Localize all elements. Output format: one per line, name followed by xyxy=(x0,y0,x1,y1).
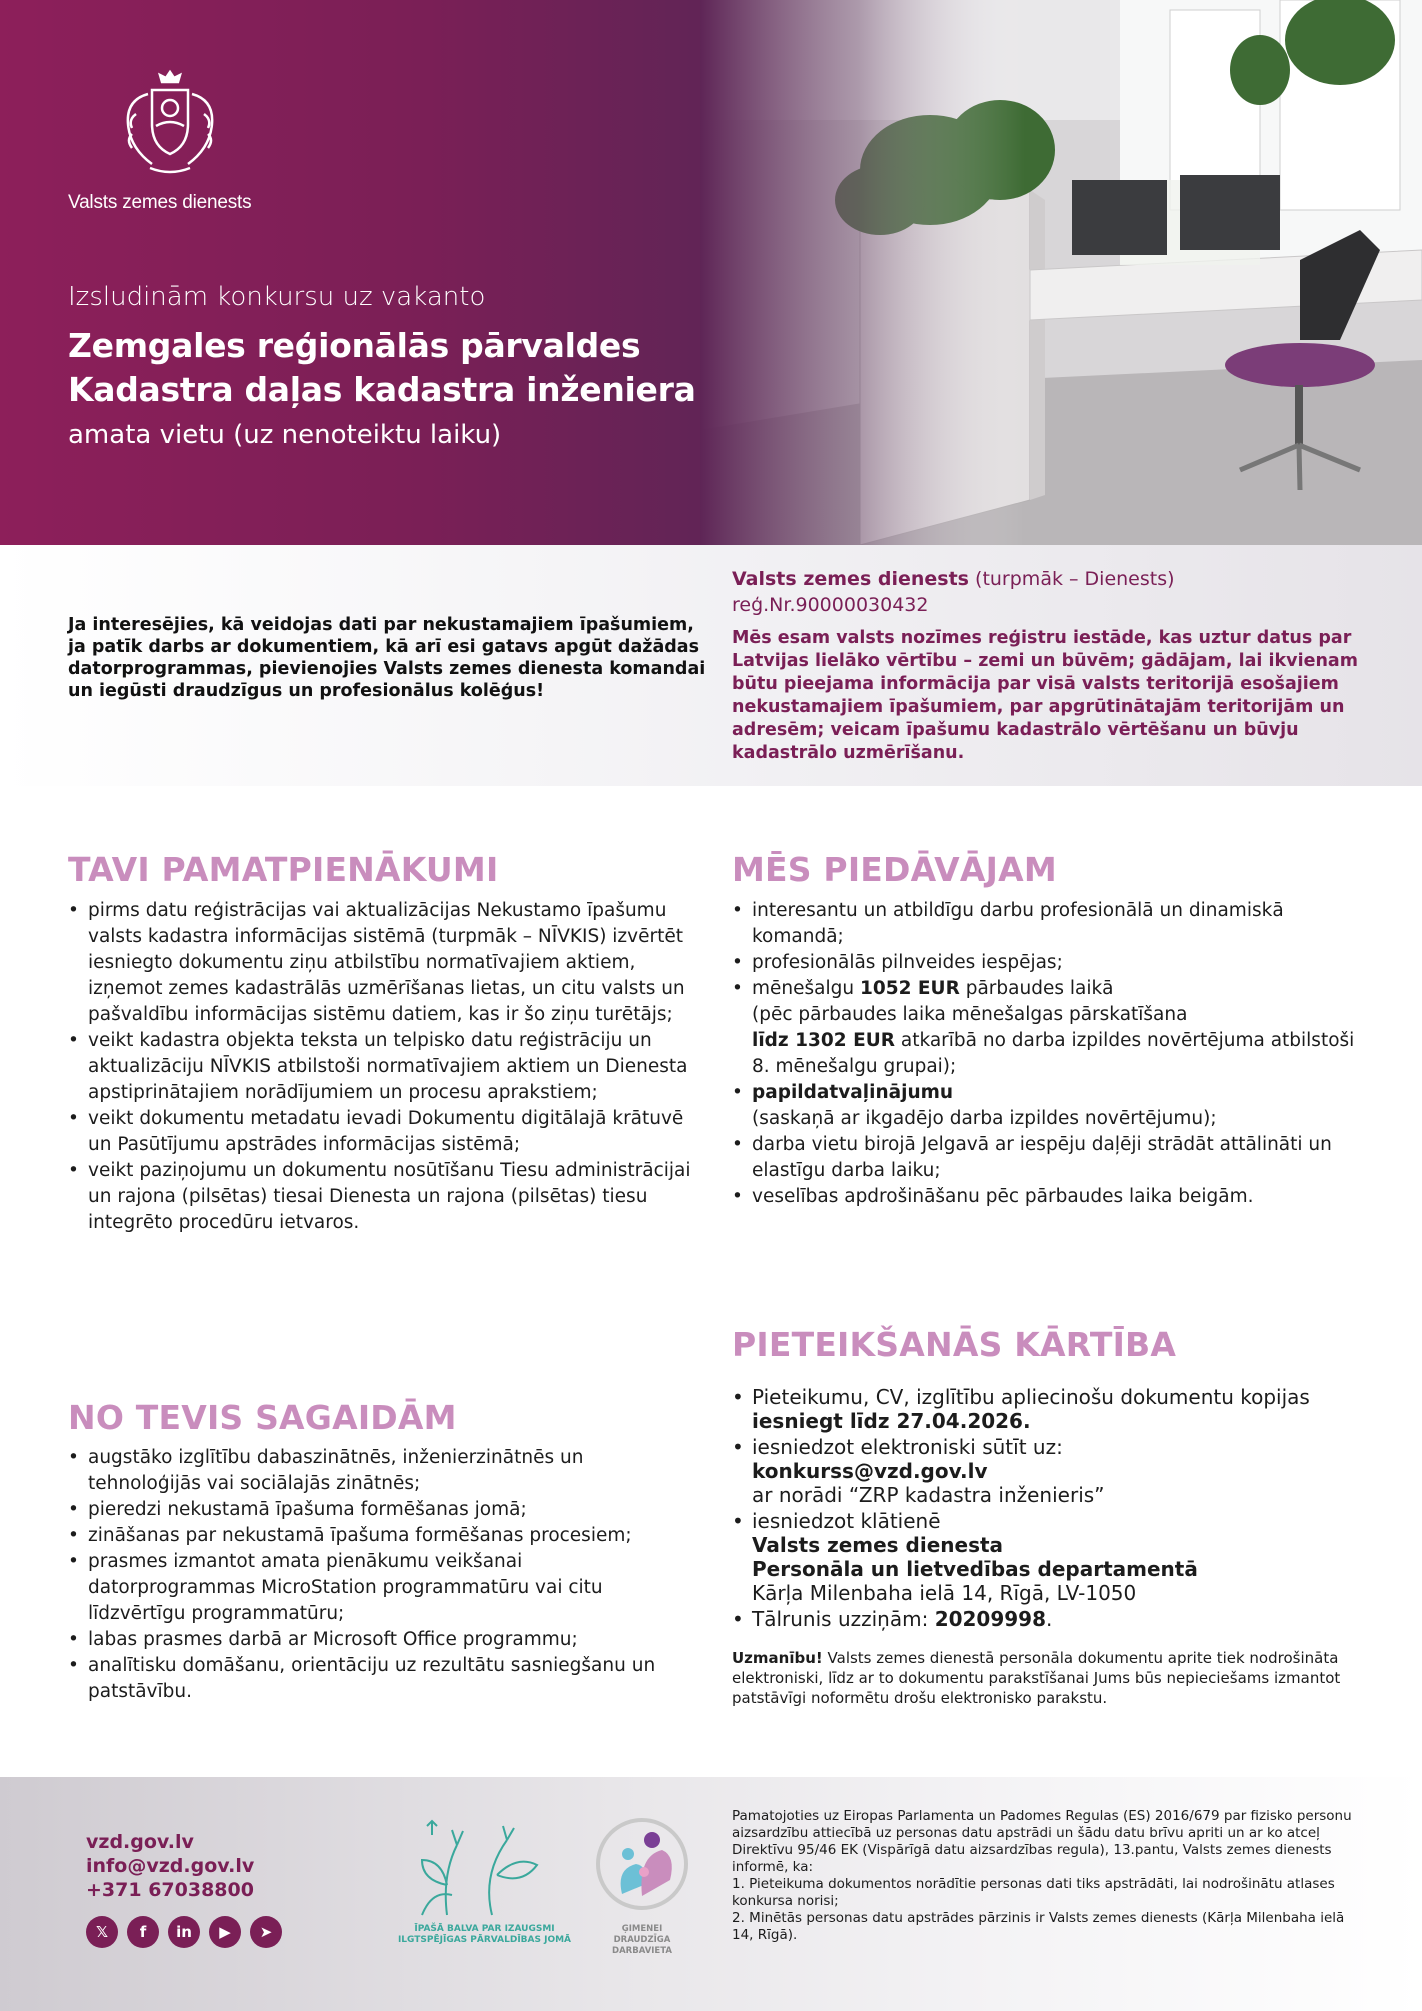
documents-label: Pieteikumu, CV, izglītību apliecinošu dokumentu kopijas xyxy=(752,1385,1310,1409)
list-item: • veikt paziņojumu un dokumentu nosūtīšanu Tiesu administrācijai un rajona (pilsētas) tiesai Dienesta un rajona (pilsētas) tiesu integrēto procedūru ietvaros. xyxy=(68,1158,708,1236)
email-label: iesniedzot elektroniski sūtīt uz: xyxy=(752,1435,1063,1459)
list-item-email xyxy=(732,1435,1372,1507)
list-item: • pieredzi nekustamā īpašuma formēšanas jomā; xyxy=(68,1497,688,1523)
intro-text: Ja interesējies, kā veidojas dati par nekustamajiem īpašumiem, ja patīk darbs ar dokumentiem, kā arī esi gatavs apgūt dažādas datorprogrammas, pievienojies Valsts zemes dienesta komandai un iegūsti draudzīgus un profesionālus kolēģus! xyxy=(68,615,706,701)
salary-period: pārbaudes laikā xyxy=(965,978,1114,999)
list-item-phone: • Tālrunis uzziņām: 20209998. xyxy=(732,1607,1372,1631)
notice-text: Valsts zemes dienestā personāla dokumentu aprite tiek nodrošināta elektroniski, līdz ar to dokumentu parakstīšanai Jums būs nepieciešams izmantot patstāvīgi noformētu drošu elektronisko parakstu. xyxy=(732,1649,1341,1707)
salary-label: mēnešalgu xyxy=(752,978,855,999)
requirements-title: NO TEVIS SAGAIDĀM xyxy=(68,1398,457,1437)
responsibilities-title: TAVI PAMATPIENĀKUMI xyxy=(68,850,499,889)
gdpr-item: 1. Pieteikuma dokumentos norādītie personas dati tiks apstrādāti, lai nodrošinātu atlases konkursa norisi; xyxy=(732,1876,1335,1909)
family-friendly-workplace-icon xyxy=(592,1814,692,1914)
facebook-icon[interactable]: f xyxy=(127,1916,159,1948)
office-photo xyxy=(700,0,1422,545)
list-item: • veikt dokumentu metadatu ievadi Dokumentu digitālajā krātuvē un Pasūtījumu apstrādes informācijas sistēmā; xyxy=(68,1106,708,1158)
org-heading xyxy=(732,568,1175,590)
job-title-line2: Kadastra daļas kadastra inženiera xyxy=(68,370,696,409)
list-item: • prasmes izmantot amata pienākumu veikšanai datorprogrammas MicroStation programmatūru vai citu līdzvērtīgu programmatūru; xyxy=(68,1549,688,1627)
leave-label: papildatvaļinājumu xyxy=(752,1082,954,1103)
list-item: • profesionālās pilnveides iespējas; xyxy=(732,950,1372,976)
list-item-deadline xyxy=(732,1385,1372,1433)
award1-caption: ĪPAŠĀ BALVA PAR IZAUGSMI ILGTSPĒJĪGAS PĀRVALDĪBAS JOMĀ xyxy=(397,1924,572,1945)
list-item: • veselības apdrošināšanu pēc pārbaudes laika beigām. xyxy=(732,1184,1372,1210)
phone-number: 20209998 xyxy=(934,1607,1047,1631)
e-signature-notice xyxy=(732,1648,1372,1708)
list-item: • labas prasmes darbā ar Microsoft Office programmu; xyxy=(68,1627,688,1653)
job-title-line1: Zemgales reģionālās pārvaldes xyxy=(68,326,641,365)
list-item: • pirms datu reģistrācijas vai aktualizācijas Nekustamo īpašumu valsts kadastra informācijas sistēmā (turpmāk – NĪVKIS) izvērtēt iesniegto dokumentu ziņu atbilstību normatīvajiem aktiem, izņemot zemes kadastrālās uzmērīšanas lietas, un citu valsts un pašvaldību informācijas sistēmu datiem, kas ir šo ziņu turētājs; xyxy=(68,898,708,1028)
list-item: • veikt kadastra objekta teksta un telpisko datu reģistrāciju un aktualizāciju NĪVKIS atbilstoši normatīvajiem aktiem un Dienesta apstiprinātajiem norādījumiem un procesu aprakstiem; xyxy=(68,1028,708,1106)
offer-title: MĒS PIEDĀVĀJAM xyxy=(732,850,1057,889)
linkedin-icon[interactable]: in xyxy=(168,1916,200,1948)
job-subtitle: amata vietu (uz nenoteiktu laiku) xyxy=(68,420,502,450)
x-twitter-icon[interactable]: 𝕏 xyxy=(86,1916,118,1948)
gdpr-item: 2. Minētās personas datu apstrādes pārzinis ir Valsts zemes dienests (Kārļa Milenbaha ielā 14, Rīgā). xyxy=(732,1910,1345,1943)
email-link[interactable]: info@vzd.gov.lv xyxy=(86,1855,255,1877)
org-description: Mēs esam valsts nozīmes reģistru iestāde, kas uztur datus par Latvijas lielāko vērtību – zemi un būvēm; gādājam, lai ikvienam būtu pieejama informācija par visā valsts teritorijā esošajiem nekustamajiem īpašumiem, par apgrūtinātajām teritorijām un adresēm; veicam īpašumu kadastrālo vērtēšanu un būvju kadastrālo uzmērīšanu. xyxy=(732,628,1358,763)
salary-max: līdz 1302 EUR xyxy=(752,1030,895,1051)
list-item: • augstāko izglītību dabaszinātnēs, inženierzinātnēs un tehnoloģijās vai sociālajās zinātnēs; xyxy=(68,1445,688,1497)
org-name: Valsts zemes dienests xyxy=(68,192,252,213)
navigation-icon[interactable]: ➤ xyxy=(250,1916,282,1948)
offer-list xyxy=(732,898,1372,1210)
list-item: • darba vietu birojā Jelgavā ar iespēju daļēji strādāt attālināti un elastīgu darba laiku; xyxy=(732,1132,1372,1184)
award2-caption: ĢIMENEI DRAUDZĪGA DARBAVIETA xyxy=(612,1924,672,1956)
hero-banner xyxy=(0,0,1422,545)
salary-review-detail: atkarībā no darba izpildes novērtējuma atbilstoši 8. mēnešalgu grupai); xyxy=(752,1030,1355,1077)
gdpr-notice xyxy=(732,1808,1352,1944)
application-list xyxy=(732,1385,1372,1633)
youtube-icon[interactable]: ▶ xyxy=(209,1916,241,1948)
sustainability-award-icon xyxy=(392,1815,572,1940)
list-item: • interesantu un atbildīgu darbu profesionālā un dinamiskā komandā; xyxy=(732,898,1372,950)
hero-intro: Izsludinām konkursu uz vakanto xyxy=(68,282,486,312)
org-registration: reģ.Nr.90000030432 xyxy=(732,594,929,616)
in-person-address: Kārļa Milenbaha ielā 14, Rīgā, LV-1050 xyxy=(752,1581,1137,1605)
requirements-list xyxy=(68,1445,688,1705)
notice-label: Uzmanību! xyxy=(732,1649,823,1667)
org-heading-suffix: (turpmāk – Dienests) xyxy=(975,568,1175,590)
salary-review-note: (pēc pārbaudes laika mēnešalgas pārskatīšana xyxy=(752,1004,1188,1025)
org-heading-name: Valsts zemes dienests xyxy=(732,568,969,590)
in-person-org: Valsts zemes dienesta xyxy=(752,1533,1004,1557)
list-item-salary xyxy=(732,976,1372,1080)
coat-of-arms-logo xyxy=(110,64,230,194)
responsibilities-list xyxy=(68,898,708,1236)
list-item-leave xyxy=(732,1080,1372,1132)
deadline: iesniegt līdz 27.04.2026. xyxy=(752,1409,1031,1433)
website-link[interactable]: vzd.gov.lv xyxy=(86,1831,194,1853)
in-person-dept: Personāla un lietvedības departamentā xyxy=(752,1557,1198,1581)
application-email-link[interactable]: konkurss@vzd.gov.lv xyxy=(752,1459,988,1483)
application-title: PIETEIKŠANĀS KĀRTĪBA xyxy=(732,1325,1177,1364)
list-item: • zināšanas par nekustamā īpašuma formēšanas procesiem; xyxy=(68,1523,688,1549)
salary-amount: 1052 EUR xyxy=(859,978,960,999)
phone-link[interactable]: +371 67038800 xyxy=(86,1879,254,1901)
leave-detail: (saskaņā ar ikgadējo darba izpildes novērtējumu); xyxy=(752,1108,1217,1129)
gdpr-text: Pamatojoties uz Eiropas Parlamenta un Padomes Regulas (ES) 2016/679 par fizisko personu aizsardzību attiecībā uz personas datu apstrādi un šādu datu brīvu apriti un ar ko atceļ Direktīvu 95/46 EK (Vispārīgā datu aizsardzības regula), 13.pantu, Valsts zemes dienests informē, ka: xyxy=(732,1808,1352,1875)
email-subject-note: ar norādi “ZRP kadastra inženieris” xyxy=(752,1483,1105,1507)
list-item-in-person xyxy=(732,1509,1372,1605)
list-item: • analītisku domāšanu, orientāciju uz rezultātu sasniegšanu un patstāvību. xyxy=(68,1653,688,1705)
phone-label: Tālrunis uzziņām: xyxy=(752,1607,929,1631)
in-person-label: iesniedzot klātienē xyxy=(752,1509,941,1533)
